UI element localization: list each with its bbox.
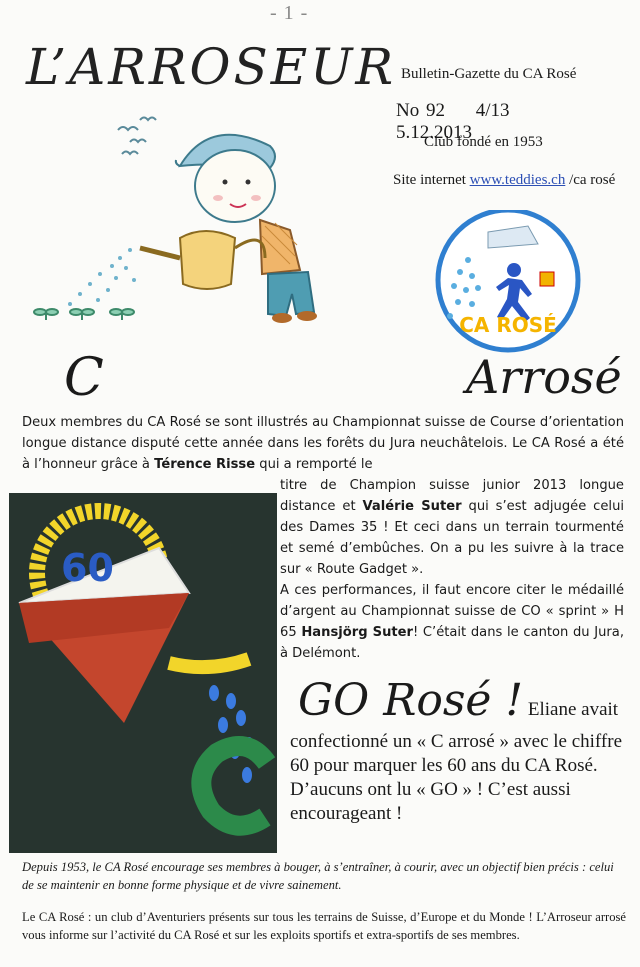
footer-closing: Le CA Rosé : un club d’Aventuriers présents sur tous les terrains de Suisse, d’Europe et du Monde ! L’Arroseur arrosé vous informe sur l’activité du CA Rosé et sur les exploits sportifs et extra-sportifs de ses membres. <box>22 910 626 942</box>
logo-text: CA ROSÉ <box>459 313 557 337</box>
birds-icon <box>118 118 156 155</box>
intro-text: Deux membres du CA Rosé se sont illustrés au Championnat suisse de Course d’orientation longue distance disputé cette année dans les forêts du Jura neuchâtelois. Le CA Rosé a été à l’honneur grâce à <box>22 415 624 472</box>
craft-label: 60 <box>61 546 114 590</box>
boy-watering-illustration <box>30 108 375 333</box>
article-intro <box>22 412 624 475</box>
paragraph-text-2: qui s’est adjugée celui des Dames 35 ! Et ceci dans un terrain tourmenté et semé d’embûches. On a pu les suivre à la trace sur « Route Gadget ». <box>280 499 625 577</box>
site-suffix: /ca rosé <box>565 172 616 188</box>
website-line <box>393 172 615 189</box>
issue-part: 4/13 <box>475 100 510 121</box>
ca-rose-logo <box>428 210 588 360</box>
craft-photo-drawing <box>9 493 277 853</box>
newsletter-title: L’ARROSEUR <box>26 38 397 96</box>
athlete-name-2: Valérie Suter <box>362 499 462 514</box>
issue-date: 5.12.2013 <box>396 122 472 143</box>
headline-arrose: Arrosé <box>466 350 622 404</box>
paragraph-2-text: A ces performances, il faut encore citer le médaillé d’argent au Championnat suisse de CO « sprint » H 65 <box>280 583 624 640</box>
bulletin-subtitle: Bulletin-Gazette du CA Rosé <box>401 66 577 82</box>
page-number: - 1 - <box>270 2 309 24</box>
athlete-name-3: Hansjörg Suter <box>301 625 413 640</box>
website-link[interactable]: www.teddies.ch <box>469 172 566 188</box>
craft-photo <box>9 493 277 853</box>
sprouts-icon <box>34 309 134 320</box>
go-rose-text: confectionné un « C arrosé » avec le chiffre 60 pour marquer les 60 ans du CA Rosé. D’aucuns ont lu « GO » ! C’est aussi encourageant ! <box>290 731 622 824</box>
headline-c: C <box>64 348 104 408</box>
article-paragraph <box>280 475 624 664</box>
go-heading-tail: Eliane avait <box>523 699 619 720</box>
athlete-name-1: Térence Risse <box>154 457 256 472</box>
site-prefix: Site internet <box>393 172 470 188</box>
footer-note: Depuis 1953, le CA Rosé encourage ses membres à bouger, à s’entraîner, à courir, avec un objectif bien précis : celui de se maintenir en bonne forme physique et de vivre sainement. <box>22 860 614 892</box>
founded-line: Club fondé en 1953 <box>424 134 543 150</box>
issue-number: No 92 <box>396 100 445 121</box>
paragraph-text: titre de Champion suisse junior 2013 longue distance et <box>280 478 624 514</box>
go-rose-heading <box>298 675 618 726</box>
intro-tail: qui a remporté le <box>255 457 373 472</box>
paragraph-2-tail: ! C’était dans le canton du Jura, à Delémont. <box>280 625 624 661</box>
water-drops-icon <box>68 248 136 306</box>
go-heading-text: GO Rosé ! <box>298 675 524 726</box>
